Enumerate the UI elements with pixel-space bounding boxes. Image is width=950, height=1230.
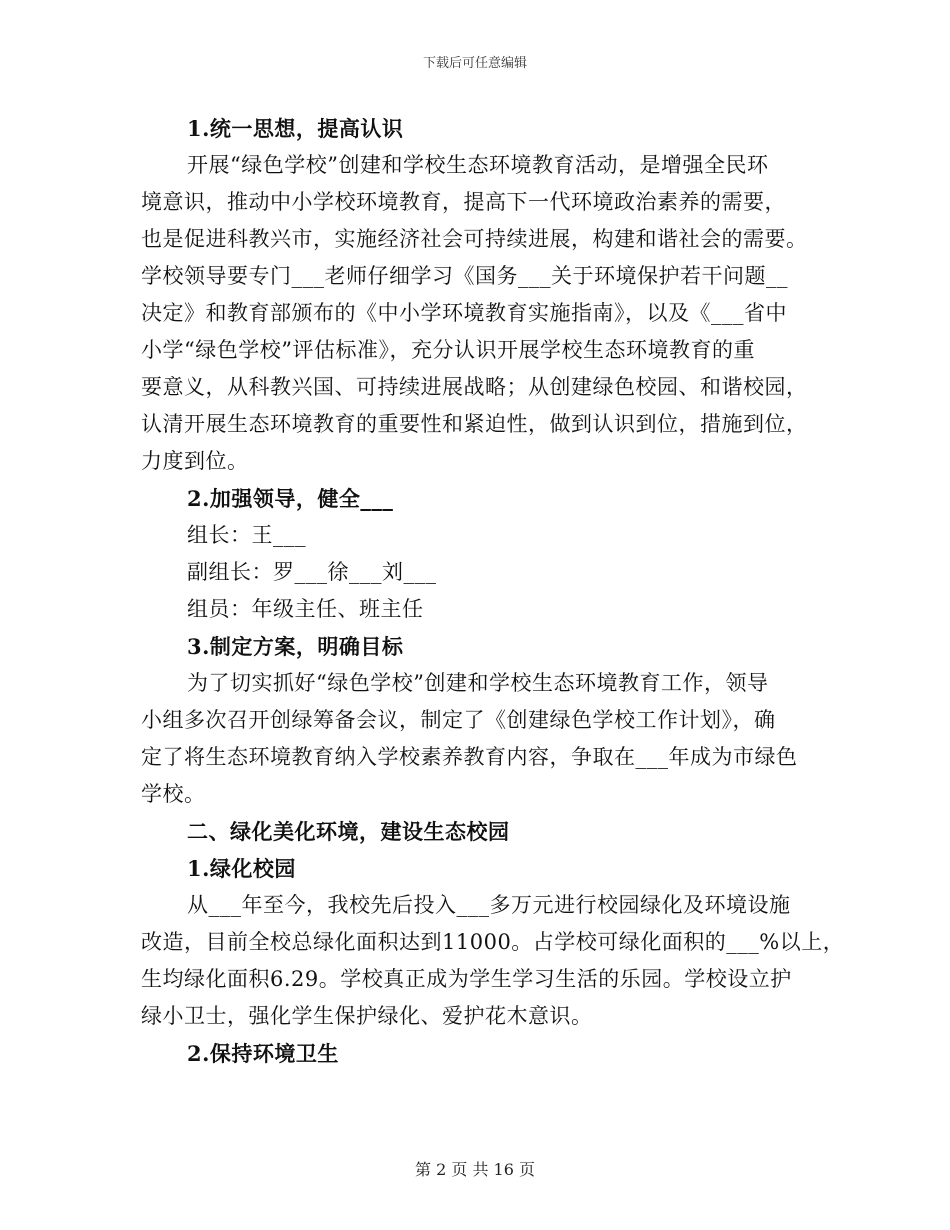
document-body: [141, 110, 845, 1072]
section-heading: 2.加强领导，健全___: [187, 486, 394, 511]
page-footer: 第 2 页 共 16 页: [415, 1160, 535, 1179]
section-heading: 2.保持环境卫生: [187, 1041, 339, 1066]
paragraph-line: 力度到位。: [141, 449, 249, 473]
paragraph-line: 小组多次召开创绿筹备会议，制定了《创建绿色学校工作计划》，确: [141, 708, 776, 732]
paragraph-line: 绿小卫士，强化学生保护绿化、爱护花木意识。: [141, 1004, 593, 1028]
paragraph-line: 学校。: [141, 782, 206, 806]
paragraph-line: 从___年至今，我校先后投入___多万元进行校园绿化及环境设施: [187, 893, 791, 917]
section-heading: 3.制定方案，明确目标: [187, 634, 404, 659]
paragraph-line: 为了切实抓好“绿色学校”创建和学校生态环境教育工作，领导: [187, 671, 769, 695]
paragraph-line: 组长：王___: [187, 523, 306, 547]
page-header: 下载后可任意编辑: [422, 56, 527, 71]
paragraph-line: 副组长：罗___徐___刘___: [187, 560, 437, 584]
paragraph-line: 改造，目前全校总绿化面积达到11000。占学校可绿化面积的___%以上，: [141, 930, 845, 954]
section-heading: 二、绿化美化环境，建设生态校园: [187, 819, 510, 844]
paragraph-line: 定了将生态环境教育纳入学校素养教育内容，争取在___年成为市绿色: [141, 745, 798, 769]
paragraph-line: 决定》和教育部颁布的《中小学环境教育实施指南》，以及《___省中: [141, 301, 787, 325]
paragraph-line: 生均绿化面积6.29。学校真正成为学生学习生活的乐园。学校设立护: [141, 967, 792, 991]
paragraph-line: 组员：年级主任、班主任: [187, 597, 424, 621]
paragraph-line: 要意义，从科教兴国、可持续进展战略；从创建绿色校园、和谐校园，: [141, 375, 808, 399]
section-heading: 1.统一思想，提高认识: [187, 116, 404, 141]
paragraph-line: 境意识，推动中小学校环境教育，提高下一代环境政治素养的需要，: [141, 190, 786, 214]
section-heading: 1.绿化校园: [187, 856, 296, 881]
paragraph-line: 也是促进科教兴市，实施经济社会可持续进展，构建和谐社会的需要。: [141, 227, 808, 251]
paragraph-line: 认清开展生态环境教育的重要性和紧迫性，做到认识到位，措施到位，: [141, 412, 808, 436]
paragraph-line: 小学“绿色学校”评估标准》，充分认识开展学校生态环境教育的重: [141, 338, 755, 362]
paragraph-line: 开展“绿色学校”创建和学校生态环境教育活动，是增强全民环: [187, 153, 769, 177]
paragraph-line: 学校领导要专门___老师仔细学习《国务___关于环境保护若干问题__: [141, 264, 788, 288]
